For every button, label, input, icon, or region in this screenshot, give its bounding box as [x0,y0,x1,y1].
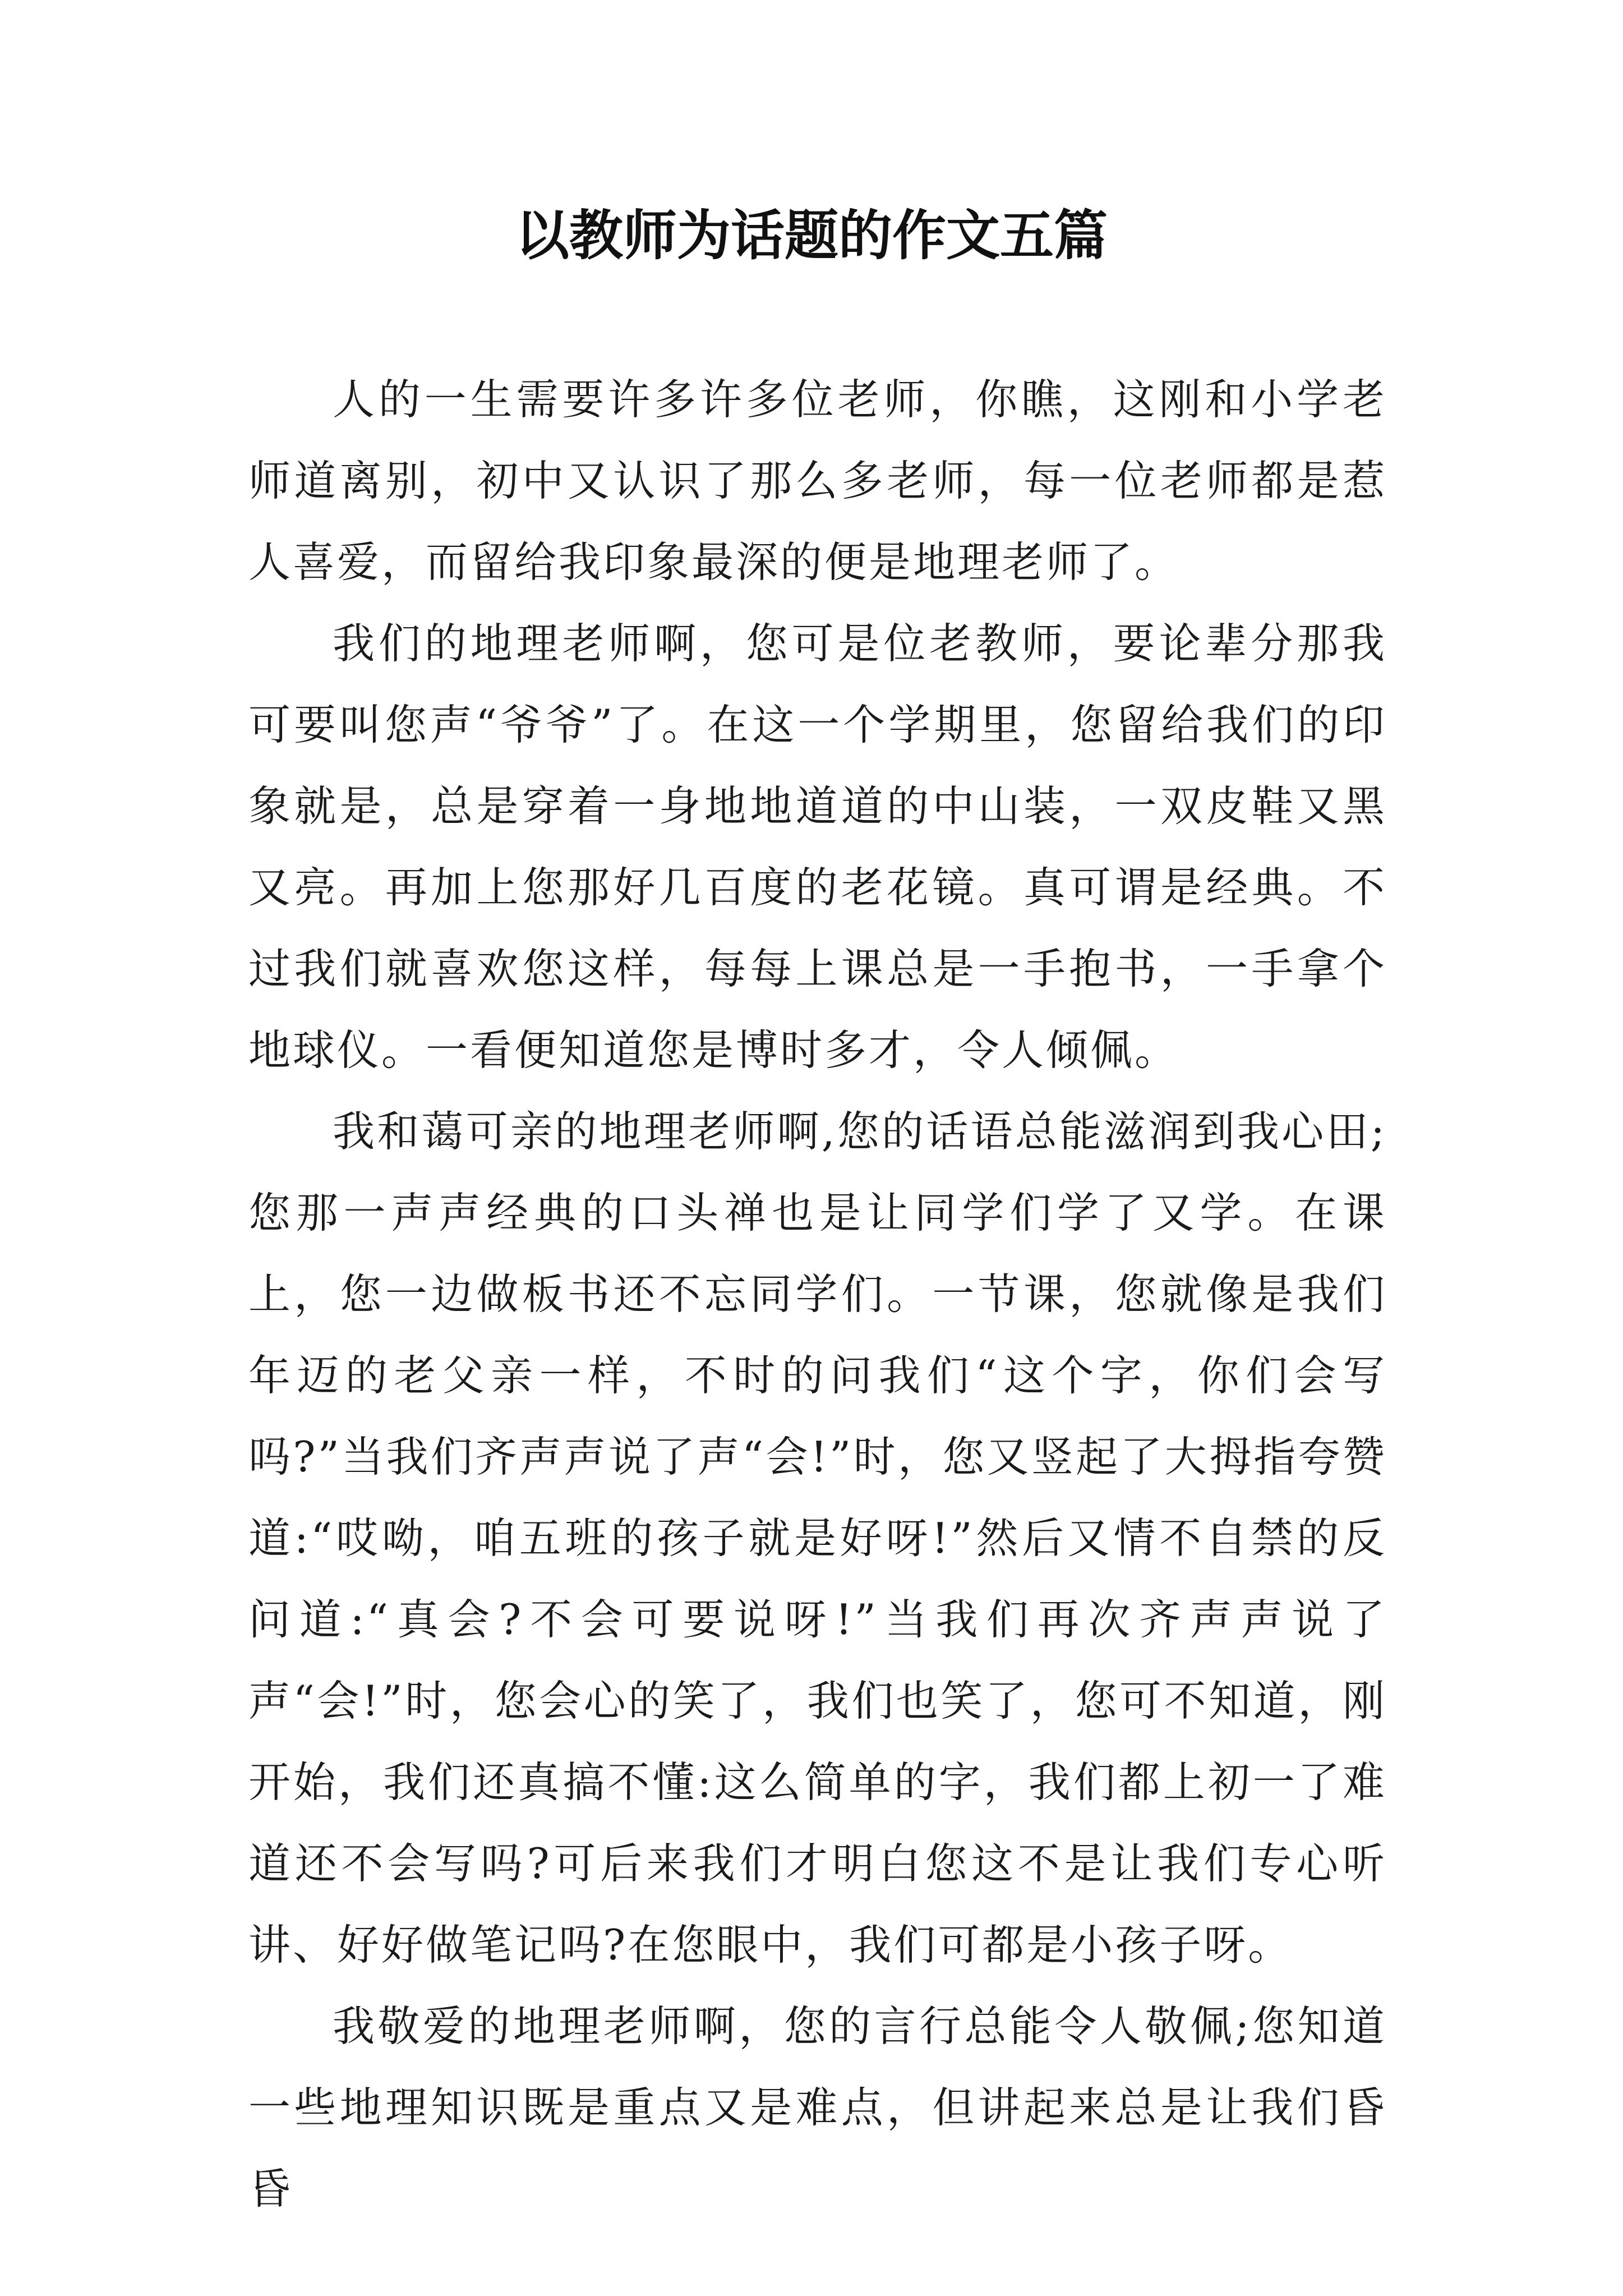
document-title: 以教师为话题的作文五篇 [515,204,1108,267]
paragraph: 人的一生需要许多许多位老师，你瞧，这刚和小学老师道离别，初中又认识了那么多老师，每一位老师都是惹人喜爱，而留给我印象最深的便是地理老师了。 [248,375,1387,587]
paragraph: 我们的地理老师啊，您可是位老教师，要论辈分那我可要叫您声“爷爷”了。在这一个学期里，您留给我们的印象就是，总是穿着一身地地道道的中山装，一双皮鞋又黑又亮。再加上您那好几百度的老花镜。真可谓是经典。不过我们就喜欢您这样，每每上课总是一手抱书，一手拿个地球仪。一看便知道您是博时多才，令人倾佩。 [248,619,1387,1075]
document-body [248,359,1387,2230]
paragraph: 我和蔼可亲的地理老师啊,您的话语总能滋润到我心田;您那一声声经典的口头禅也是让同学们学了又学。在课上，您一边做板书还不忘同学们。一节课，您就像是我们年迈的老父亲一样，不时的问我们“这个字，你们会写吗?”当我们齐声声说了声“会!”时，您又竖起了大拇指夸赞道:“哎呦，咱五班的孩子就是好呀!”然后又情不自禁的反问道:“真会?不会可要说呀!”当我们再次齐声声说了声“会!”时，您会心的笑了，我们也笑了，您可不知道，刚开始，我们还真搞不懂:这么简单的字，我们都上初一了难道还不会写吗?可后来我们才明白您这不是让我们专心听讲、好好做笔记吗?在您眼中，我们可都是小孩子呀。 [248,1107,1387,1970]
paragraph: 我敬爱的地理老师啊，您的言行总能令人敬佩;您知道一些地理知识既是重点又是难点，但讲起来总是让我们昏昏 [248,2001,1387,2214]
